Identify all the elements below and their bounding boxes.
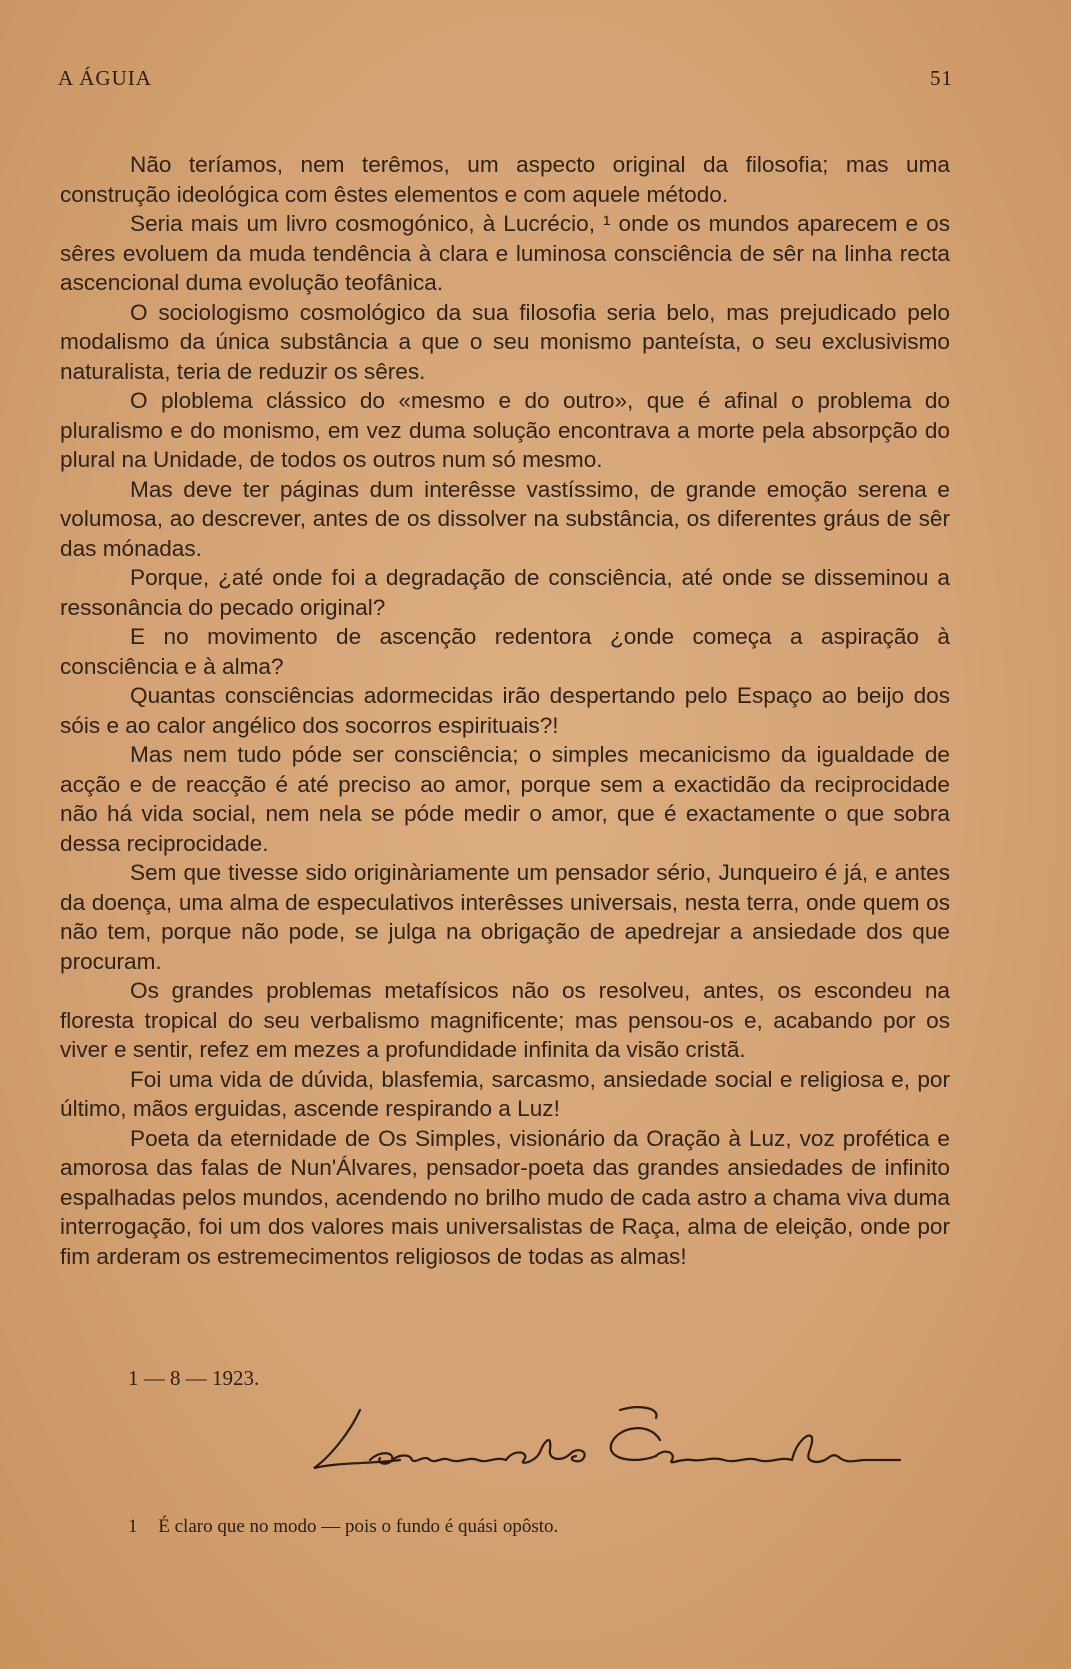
paragraph: O sociologismo cosmológico da sua filosofia seria belo, mas prejudicado pelo modalismo da única substância a que o seu monismo panteísta, o seu exclusivismo naturalista, teria de reduzir os sêres.	[60, 299, 950, 384]
paragraph: O ploblema clássico do «mesmo e do outro», que é afinal o problema do pluralismo e do monismo, em vez duma solução encontrava a morte pela absorpção do plural na Unidade, de todos os outros num só mesmo.	[60, 388, 950, 472]
footnote-number: 1	[128, 1516, 138, 1537]
paragraph: Não teríamos, nem terêmos, um aspecto original da filosofia; mas uma construção ideológica com êstes elementos e com aquele método.	[60, 152, 950, 207]
body-text	[60, 150, 950, 1271]
running-head	[58, 66, 953, 91]
paragraph: Seria mais um livro cosmogónico, à Lucrécio, ¹ onde os mundos aparecem e os sêres evoluem da muda tendência à clara e luminosa consciência de sêr na linha recta ascencional duma evolução teofânica.	[60, 211, 950, 295]
paragraph: E no movimento de ascenção redentora ¿onde começa a aspiração à consciência e à alma?	[60, 624, 950, 679]
page-number: 51	[930, 66, 953, 90]
paragraph: Foi uma vida de dúvida, blasfemia, sarcasmo, ansiedade social e religiosa e, por último, mãos erguidas, ascende respirando a Luz!	[60, 1066, 950, 1121]
paragraph: Mas deve ter páginas dum interêsse vastíssimo, de grande emoção serena e volumosa, ao descrever, antes de os dissolver na substância, os diferentes gráus de sêr das mónadas.	[60, 476, 950, 561]
handwritten-signature	[300, 1402, 940, 1472]
journal-title: A ÁGUIA	[58, 66, 152, 90]
paragraph: Poeta da eternidade de Os Simples, visionário da Oração à Luz, voz profética e amorosa das falas de Nun'Álvares, pensador-poeta das grandes ansiedades de infinito espalhadas pelos mundos, acendendo no brilho mudo de cada astro a chama viva duma interrogação, foi um dos valores mais universalistas de Raça, alma de eleição, onde por fim arderam os estremecimentos religiosos de todas as almas!	[60, 1125, 950, 1269]
article-date: 1 — 8 — 1923.	[128, 1366, 260, 1390]
paragraph: Quantas consciências adormecidas irão despertando pelo Espaço ao beijo dos sóis e ao calor angélico dos socorros espirituais?!	[60, 683, 950, 738]
footnote-text: É claro que no modo — pois o fundo é quási opôsto.	[158, 1516, 559, 1537]
paragraph: Os grandes problemas metafísicos não os resolveu, antes, os escondeu na floresta tropical do seu verbalismo magnificente; mas pensou-os e, acabando por os viver e sentir, refez em mezes a profundidade infinita da visão cristã.	[60, 978, 950, 1062]
paragraph: Porque, ¿até onde foi a degradação de consciência, até onde se disseminou a ressonância do pecado original?	[60, 565, 950, 620]
footnote	[128, 1516, 558, 1538]
paragraph: Sem que tivesse sido originàriamente um pensador sério, Junqueiro é já, e antes da doença, uma alma de especulativos interêsses universais, nesta terra, onde quem os não tem, porque não pode, se julga na obrigação de apedrejar a ansiedade dos que procuram.	[60, 860, 950, 974]
paragraph: Mas nem tudo póde ser consciência; o simples mecanicismo da igualdade de acção e de reacção é até preciso ao amor, porque sem a exactidão da reciprocidade não há vida social, nem nela se póde medir o amor, que é exactamente o que sobra dessa reciprocidade.	[60, 742, 950, 856]
